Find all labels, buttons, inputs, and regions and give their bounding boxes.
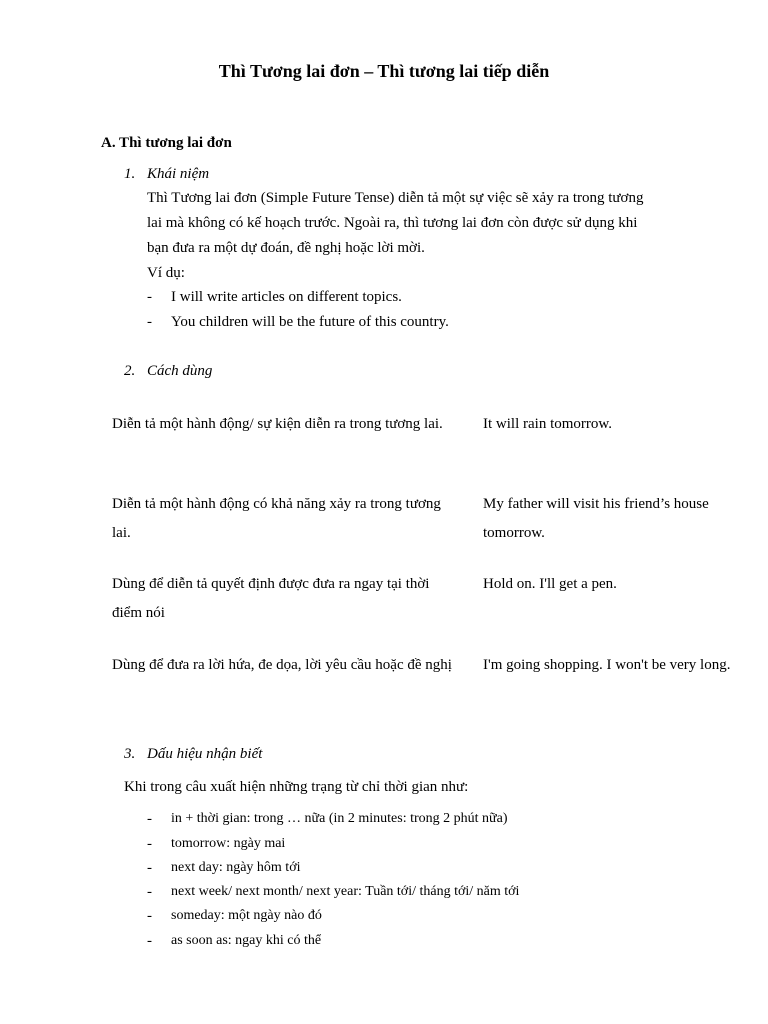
section-a-heading: A. Thì tương lai đơn [101, 135, 232, 151]
signal-item-4: next week/ next month/ next year: Tuần tới/ tháng tới/ năm tới [171, 884, 520, 899]
subsection-1-number: 1. [124, 166, 136, 182]
example-2: You children will be the future of this country. [171, 314, 449, 330]
definition-line-2: lai mà không có kế hoạch trước. Ngoài ra, thì tương lai đơn còn được sử dụng khi [147, 215, 638, 231]
usage-row-2-description: Diễn tả một hành động có khả năng xảy ra trong tương lai. [112, 496, 441, 541]
subsection-1-heading: Khái niệm [147, 166, 210, 182]
signal-bullet-2: - [147, 836, 152, 852]
signal-item-3: next day: ngày hôm tới [171, 860, 301, 875]
subsection-2-heading: Cách dùng [147, 363, 213, 379]
signal-item-6: as soon as: ngay khi có thể [171, 933, 322, 948]
signal-item-1: in + thời gian: trong … nữa (in 2 minutes: trong 2 phút nữa) [171, 811, 508, 826]
usage-row-1-description: Diễn tả một hành động/ sự kiện diễn ra trong tương lai. [112, 416, 443, 432]
definition-line-3: bạn đưa ra một dự đoán, đề nghị hoặc lời mời. [147, 240, 425, 256]
subsection-3-heading: Dấu hiệu nhận biết [147, 746, 263, 762]
example-bullet-1: - [147, 289, 152, 305]
signals-intro: Khi trong câu xuất hiện những trạng từ chỉ thời gian như: [124, 779, 469, 795]
signal-item-2: tomorrow: ngày mai [171, 836, 286, 851]
document-title: Thì Tương lai đơn – Thì tương lai tiếp diễn [218, 61, 550, 81]
usage-row-3-example: Hold on. I'll get a pen. [483, 576, 617, 592]
usage-row-4-description: Dùng để đưa ra lời hứa, đe dọa, lời yêu cầu hoặc đề nghị [112, 657, 452, 673]
subsection-3-number: 3. [124, 746, 136, 762]
definition-line-1: Thì Tương lai đơn (Simple Future Tense) diễn tả một sự việc sẽ xảy ra trong tương [147, 190, 644, 206]
signal-bullet-6: - [147, 933, 152, 949]
usage-row-4-example: I'm going shopping. I won't be very long. [483, 657, 731, 673]
signal-bullet-5: - [147, 908, 152, 924]
signal-item-5: someday: một ngày nào đó [171, 908, 322, 923]
signal-bullet-3: - [147, 860, 152, 876]
usage-row-1-example: It will rain tomorrow. [483, 416, 613, 432]
usage-row-3-description: Dùng để diễn tả quyết định được đưa ra ngay tại thời điểm nói [112, 576, 430, 621]
example-1: I will write articles on different topics. [171, 289, 402, 305]
signal-bullet-1: - [147, 811, 152, 827]
usage-row-2-example: My father will visit his friend’s house tomorrow. [483, 496, 709, 541]
subsection-2-number: 2. [124, 363, 136, 379]
example-bullet-2: - [147, 314, 152, 330]
signal-bullet-4: - [147, 884, 152, 900]
example-label: Ví dụ: [147, 265, 185, 281]
